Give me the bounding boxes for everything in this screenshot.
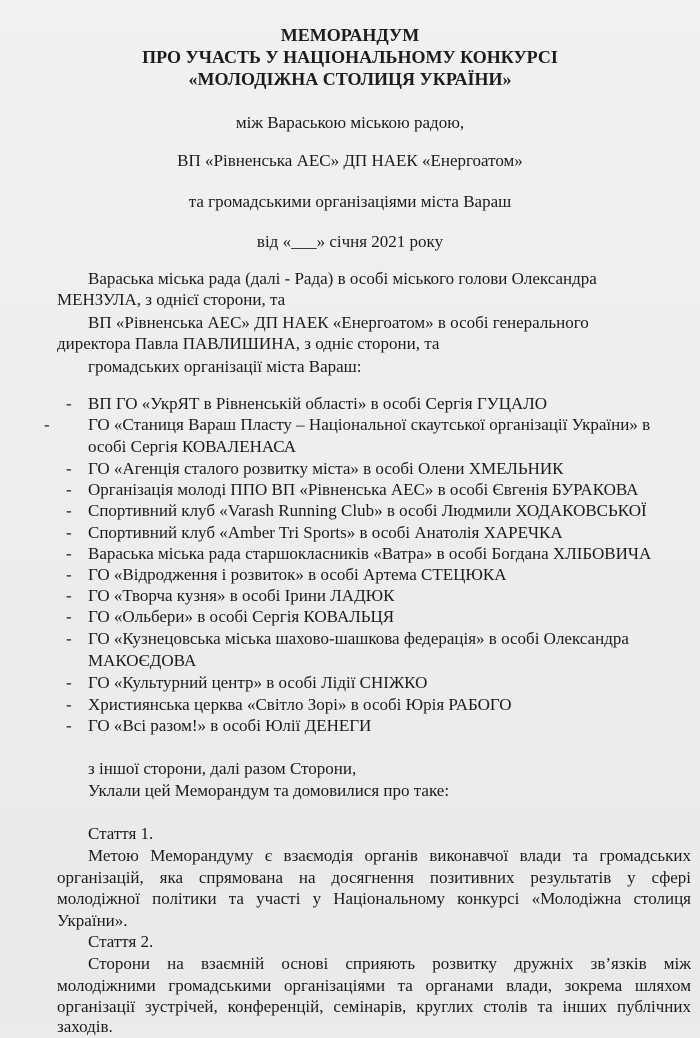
intro-line-2: МЕНЗУЛА, з однієї сторони, та	[57, 290, 286, 309]
title-line-3: «МОЛОДІЖНА СТОЛИЦЯ УКРАЇНИ»	[188, 69, 512, 89]
article-1-line-2: організацій, яка спрямована на досягнення позитивних результатів у сфері	[57, 868, 691, 887]
article-2-heading: Стаття 2.	[88, 932, 154, 951]
article-1-line-1: Метою Меморандуму є взаємодія органів виконавчої влади та громадських	[88, 846, 691, 865]
between-line-2: ВП «Рівненська АЕС» ДП НАЕК «Енергоатом»	[177, 151, 523, 170]
intro-line-3: ВП «Рівненська АЕС» ДП НАЕК «Енергоатом» в особі генерального	[88, 313, 589, 332]
closing-line-2: Уклали цей Меморандум та домовилися про таке:	[88, 781, 450, 800]
article-2-line-4: заходів.	[57, 1017, 113, 1036]
intro-line-4: директора Павла ПАВЛИШИНА, з одніє сторони, та	[57, 334, 440, 353]
memorandum-page: МЕМОРАНДУМ ПРО УЧАСТЬ У НАЦІОНАЛЬНОМУ КОНКУРСІ «МОЛОДІЖНА СТОЛИЦЯ УКРАЇНИ» між Вараською міською радою, ВП «Рівненська АЕС» ДП НАЕК «Енергоатом» та громадськими організаціями міста Вараш від «___» січня 2021 року Вараська міська рада (далі - Рада) в особі міського голови Олександра МЕНЗУЛА, з однієї сторони, та ВП «Рівненська АЕС» ДП НАЕК «Енергоатом» в особі генерального директора Павла ПАВЛИШИНА, з одніє сторони, та громадських організації міста Вараш: - ВП ГО «УкрЯТ в Рівненській області» в особі Сергія ГУЦАЛО - ГО «Станиця Вараш Пласту – Національної скаутської організації України» в особі Сергія КОВАЛЕНАСА - ГО «Агенція сталого розвитку міста» в особі Олени ХМЕЛЬНИК - Організація молоді ППО ВП «Рівненська АЕС» в особі Євгенія БУРАКОВА - Спортивний клуб «Varash Running Club» в особі Людмили ХОДАКОВСЬКОЇ - Спортивний клуб «Amber Tri Sports» в особі Анатолія ХАРЕЧКА - Вараська міська рада старшокласників «Ватра» в особі Богдана ХЛІБОВИЧА - ГО «Відродження і розвиток» в особі Артема СТЕЦЮКА - ГО «Творча кузня» в особі Ірини ЛАДЮК - ГО «Ольбери» в особі Сергія КОВАЛЬЦЯ - ГО «Кузнецовська міська шахово-шашкова федерація» в особі Олександра МАКОЄДОВА - ГО «Культурний центр» в особі Лідії СНІЖКО - Християнська церква «Світло Зорі» в особі Юрія РАБОГО - ГО «Всі разом!» в особі Юлії ДЕНЕГИ з іншої сторони, далі разом Сторони, Уклали цей Меморандум та домовилися про таке: Стаття 1. Метою Меморандуму є взаємодія органів виконавчої влади та громадських організацій, яка спрямована на досягнення позитивних результатів у сфері молодіжної політики та участі у Національному конкурсі «Молодіжна столиця України». Стаття 2. Сторони на взаємній основі сприяють розвитку дружніх зв’язків між молодіжними громадськими організаціями та органами влади, зокрема шляхом організації зустрічей, конференцій, семінарів, круглих столів та інших публічних заходів.	[0, 0, 700, 1025]
title-line-2: ПРО УЧАСТЬ У НАЦІОНАЛЬНОМУ КОНКУРСІ	[142, 47, 558, 67]
between-line-3: та громадськими організаціями міста Вараш	[188, 192, 512, 211]
intro-line-5: громадських організації міста Вараш:	[88, 357, 362, 376]
date-line: від «___» січня 2021 року	[256, 232, 444, 251]
closing-line-1: з іншої сторони, далі разом Сторони,	[88, 759, 357, 778]
article-1-line-4: України».	[57, 911, 128, 930]
between-line-1: між Вараською міською радою,	[235, 113, 465, 132]
article-1-line-3: молодіжної політики та участі у Національному конкурсі «Молодіжна столиця	[57, 889, 691, 908]
title-line-1: МЕМОРАНДУМ	[280, 25, 420, 45]
intro-line-1: Вараська міська рада (далі - Рада) в особі міського голови Олександра	[88, 269, 597, 288]
article-2-line-3: організації зустрічей, конференцій, семінарів, круглих столів та інших публічних	[57, 997, 691, 1016]
article-2-line-2: молодіжними громадськими організаціями та органами влади, зокрема шляхом	[57, 976, 691, 995]
article-1-heading: Стаття 1.	[88, 824, 154, 843]
article-2-line-1: Сторони на взаємній основі сприяють розвитку дружніх зв’язків між	[88, 954, 691, 973]
